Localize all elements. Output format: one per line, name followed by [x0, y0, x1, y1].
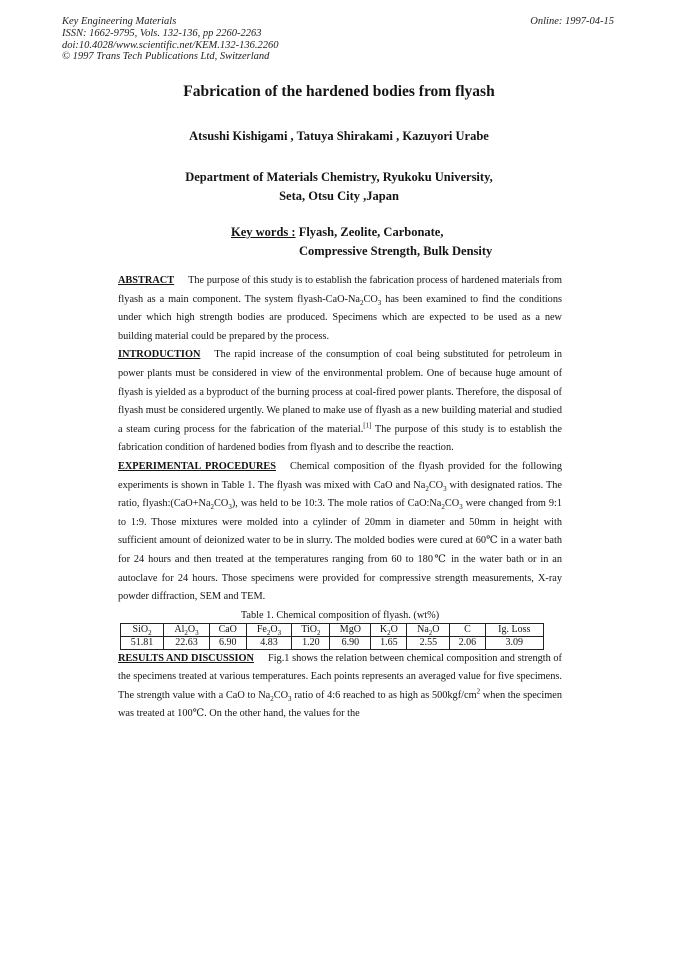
results-text: when the specimen was treated at 100℃. On the other hand, the values for the	[118, 689, 562, 720]
abstract-text: The purpose of this study is to establish the fabrication process of hardened materials from flyash as a main component. The system flyash-CaO-Na	[118, 275, 562, 305]
subscript: 3	[443, 484, 447, 493]
table-cell: 4.83	[246, 636, 292, 649]
copyright-line: © 1997 Trans Tech Publications Ltd, Switzerland	[62, 51, 270, 63]
table-header-cell: SiO$_2$	[121, 623, 164, 636]
table-cell: 2.55	[407, 636, 450, 649]
keywords	[231, 223, 492, 261]
experimental-heading: EXPERIMENTAL PROCEDURES	[118, 460, 276, 472]
table-cell: 2.06	[450, 636, 485, 649]
doi-line: doi:10.4028/www.scientific.net/KEM.132-136.2260	[62, 39, 279, 51]
journal-meta	[62, 16, 279, 63]
keywords-label: Key words :	[231, 225, 296, 239]
results-text: ratio of 4:6 reached to as high as 500kgf/cm	[291, 689, 477, 701]
keywords-line-2: Compressive Strength, Bulk Density	[299, 244, 493, 258]
table-header-cell: MgO	[330, 623, 371, 636]
introduction-text: The purpose of this study is to establish the fabrication condition of hardened bodies from flyash and to describe the reaction.	[118, 423, 562, 454]
experimental-text: were changed from 9:1 to 1:9. Those mixtures were molded into a cylinder of 20mm in diameter and 50mm in height with sufficient amount of deionized water to be in slurry. The molded bodies were cured at 60℃ in a water bath for 24 hours and then treated at the temperatures ranging from 60 to 180℃ in the water bath or in an autoclave for 24 hours. Those specimens were provided for compressive strength measurements, X-ray powder diffraction, SEM and TEM.	[118, 498, 562, 603]
abstract-text: CO	[363, 293, 378, 305]
experimental-text: CO	[428, 479, 444, 491]
affiliation	[0, 168, 678, 206]
subscript: 2	[425, 484, 429, 493]
table-cell: 6.90	[330, 636, 371, 649]
online-date: Online: 1997-04-15	[530, 16, 614, 27]
results-heading: RESULTS AND DISCUSSION	[118, 652, 254, 664]
experimental-text: with designated ratios. The ratio, flyash:(CaO+Na	[118, 479, 562, 510]
table-row	[121, 636, 544, 649]
table-cell: 3.09	[485, 636, 543, 649]
table-header-cell: $Na_2O$	[407, 623, 450, 636]
subscript: 3	[377, 298, 382, 307]
results-text: CO	[273, 689, 289, 701]
paper-body	[118, 272, 562, 724]
table-header-row	[121, 623, 544, 636]
table-cell: 51.81	[121, 636, 164, 649]
table-cell: 6.90	[209, 636, 246, 649]
subscript: 2	[210, 503, 215, 512]
subscript: 3	[459, 503, 463, 512]
table-header-cell: C	[450, 623, 485, 636]
table-cell: 1.20	[292, 636, 330, 649]
author-list: Atsushi Kishigami , Tatuya Shirakami , Kazuyori Urabe	[189, 129, 489, 143]
journal-name: Key Engineering Materials	[62, 16, 177, 27]
composition-table	[120, 623, 544, 650]
keywords-line-1: Flyash, Zeolite, Carbonate,	[295, 225, 444, 239]
paper-title: Fabrication of the hardened bodies from flyash	[183, 83, 495, 100]
abstract-heading: ABSTRACT	[118, 275, 175, 286]
introduction-text: The rapid increase of the consumption of coal being substituted for petroleum in power plants must be considered in view of the environmental problem. One of because huge amount of flyash is yielded as a byproduct of the burning process at coal-fired power plants. Therefore, the disposal of flyash must be considered urgently. We planed to make use of flyash as a new building material and studied a steam curing process for the fabrication of the material.	[118, 349, 562, 435]
table-header-cell: $Fe_2O_3$	[246, 623, 292, 636]
subscript: 2	[441, 503, 445, 512]
experimental-text: CO	[444, 498, 460, 510]
affiliation-line-1: Department of Materials Chemistry, Ryukoku University,	[185, 170, 493, 184]
experimental-text: Chemical composition of the flyash provided for the following experiments is shown in Table 1. The flyash was mixed with CaO and Na	[118, 460, 562, 491]
introduction-paragraph	[118, 346, 562, 458]
table-header-cell: $K_2O$	[371, 623, 407, 636]
experimental-text: CO	[214, 498, 229, 510]
subscript: 3	[288, 694, 292, 703]
table-caption: Table 1. Chemical composition of flyash. (wt%)	[240, 609, 440, 621]
abstract-text: has been examined to find the conditions under which high strength bodies are produced. Specimens which are expected to be used as a new building material could be prepared by the process.	[118, 293, 562, 342]
results-paragraph	[118, 650, 562, 724]
table-header-cell: Ig. Loss	[485, 623, 543, 636]
superscript: 2	[476, 687, 481, 696]
subscript: 3	[228, 503, 232, 512]
affiliation-line-2: Seta, Otsu City ,Japan	[279, 189, 399, 203]
subscript: 2	[270, 694, 274, 703]
table-header-cell: CaO	[209, 623, 246, 636]
table-header-cell: $Al_2O_3$	[164, 623, 210, 636]
experimental-paragraph	[118, 458, 562, 607]
abstract-paragraph	[118, 272, 562, 346]
results-text: Fig.1 shows the relation between chemical composition and strength of the specimens treated at various temperatures. Each points represents an averaged value for five specimens. The strength value with a CaO to Na	[118, 652, 562, 701]
issn-line: ISSN: 1662-9795, Vols. 132-136, pp 2260-2263	[62, 27, 262, 39]
table-cell: 22.63	[164, 636, 210, 649]
subscript: 2	[359, 298, 364, 307]
experimental-text: ), was held to be 10:3. The mole ratios of CaO:Na	[231, 498, 442, 510]
table-cell: 1.65	[371, 636, 407, 649]
table-header-cell: TiO$_2$	[292, 623, 330, 636]
introduction-heading: INTRODUCTION	[118, 349, 201, 361]
reference-mark: [1]	[363, 421, 372, 430]
